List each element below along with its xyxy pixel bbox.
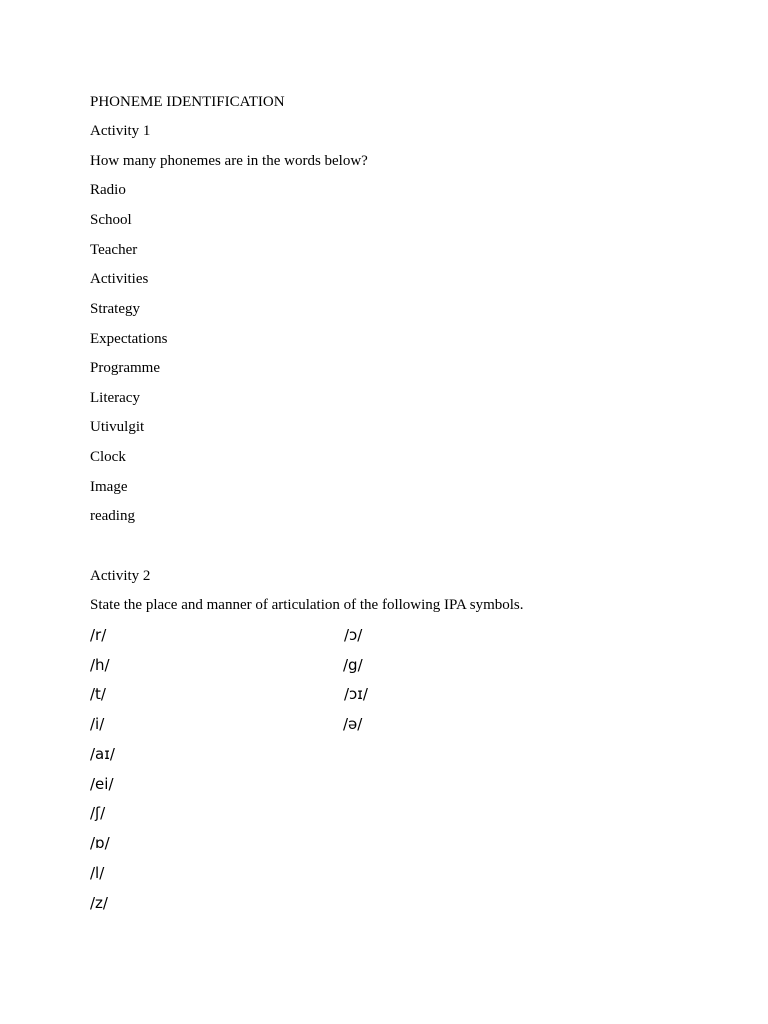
ipa-symbol: /ʃ/	[90, 804, 106, 822]
word-item: Activities	[90, 271, 149, 287]
document-title: PHONEME IDENTIFICATION	[90, 94, 285, 110]
ipa-symbol: /g/	[343, 656, 363, 674]
word-item: Programme	[90, 360, 160, 376]
ipa-symbol: /aɪ/	[90, 745, 115, 763]
word-item: School	[90, 212, 132, 228]
activity-2-instruction: State the place and manner of articulation of the following IPA symbols.	[90, 597, 524, 613]
ipa-symbol: /z/	[90, 894, 108, 912]
ipa-symbol: /i/	[90, 715, 105, 733]
activity-1-question: How many phonemes are in the words below?	[90, 153, 368, 169]
word-item: Teacher	[90, 242, 138, 258]
ipa-symbol: /ei/	[90, 775, 114, 793]
activity-1-heading: Activity 1	[90, 123, 151, 139]
word-item: Radio	[90, 182, 126, 198]
ipa-symbol: /ɒ/	[90, 834, 110, 852]
word-item: Expectations	[90, 331, 168, 347]
ipa-symbol: /ə/	[343, 715, 363, 733]
ipa-symbol: /t/	[90, 685, 106, 703]
word-item: Strategy	[90, 301, 140, 317]
ipa-symbol: /r/	[90, 626, 107, 644]
word-item: reading	[90, 508, 135, 524]
word-item: Literacy	[90, 390, 140, 406]
word-item: Image	[90, 479, 128, 495]
ipa-symbol: /ɔ/	[344, 626, 363, 644]
word-item: Utivulgit	[90, 419, 145, 435]
ipa-symbol: /l/	[90, 864, 105, 882]
ipa-symbol: /h/	[90, 656, 110, 674]
activity-2-heading: Activity 2	[90, 568, 151, 584]
word-item: Clock	[90, 449, 126, 465]
ipa-symbol: /ɔɪ/	[344, 685, 368, 703]
